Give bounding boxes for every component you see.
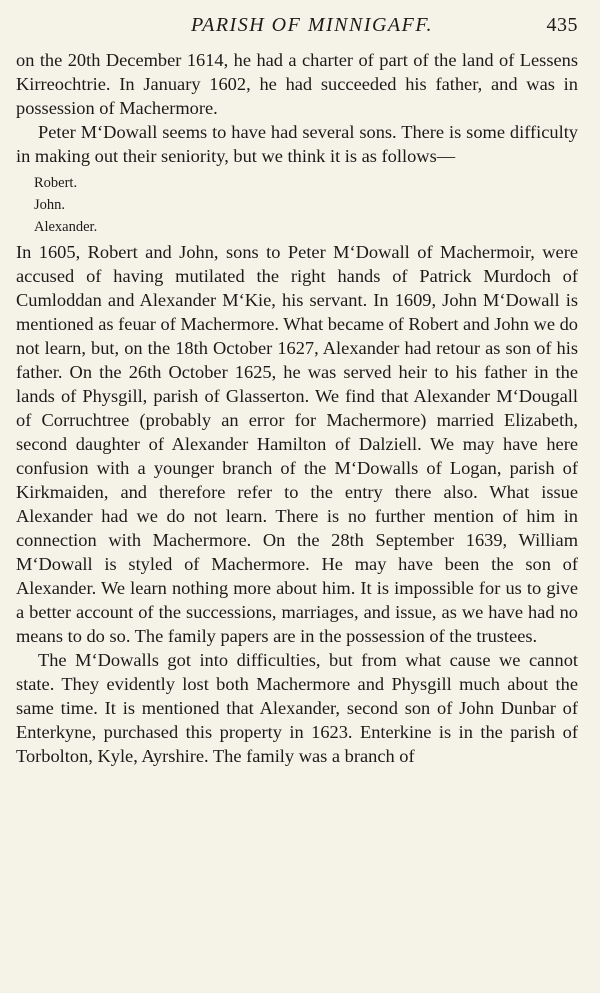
- paragraph-continuation: on the 20th December 1614, he had a charter of part of the land of Lessens Kirreochtrie. In January 1602, he had succeeded his father, and was in possession of Machermore.: [16, 50, 578, 118]
- list-item: Robert.: [34, 175, 78, 191]
- body-text: [16, 48, 578, 768]
- page-number: 435: [546, 14, 578, 36]
- list-item: John.: [34, 197, 66, 213]
- sons-list: [16, 172, 578, 238]
- paragraph-sons-intro: Peter M‘Dowall seems to have had several sons. There is some difficulty in making out their seniority, but we think it is as follows—: [16, 122, 578, 166]
- list-item: Alexander.: [34, 219, 98, 235]
- running-header: [16, 12, 578, 44]
- running-title: PARISH OF MINNIGAFF.: [190, 14, 433, 36]
- paragraph-accusation: In 1605, Robert and John, sons to Peter M‘Dowall of Machermoir, were accused of having mutilated the right hands of Patrick Murdoch of Cumloddan and Alexander M‘Kie, his servant. In 1609, John M‘Dowall is mentioned as feuar of Machermore. What became of Robert and John we do not learn, but, on the 18th October 1627, Alexander had retour as son of his father. On the 26th October 1625, he was served heir to his father in the lands of Physgill, parish of Glasserton. We find that Alexander M‘Dougall of Corruchtree (probably an error for Machermore) married Elizabeth, second daughter of Alexander Hamilton of Dalziell. We may have here confusion with a younger branch of the M‘Dowalls of Logan, parish of Kirkmaiden, and therefore refer to the entry there also. What issue Alexander had we do not learn. There is no further mention of him in connection with Machermore. On the 28th September 1639, William M‘Dowall is styled of Machermore. He may have been the son of Alexander. We learn nothing more about him. It is impossible for us to give a better account of the successions, marriages, and issue, as we have had no means to do so. The family papers are in the possession of the trustees.: [16, 242, 578, 646]
- paragraph-difficulties: The M‘Dowalls got into difficulties, but from what cause we cannot state. They evidently lost both Machermore and Physgill much about the same time. It is mentioned that Alexander, second son of John Dunbar of Enterkyne, purchased this property in 1623. Enterkine is in the parish of Torbolton, Kyle, Ayrshire. The family was a branch of: [16, 650, 578, 766]
